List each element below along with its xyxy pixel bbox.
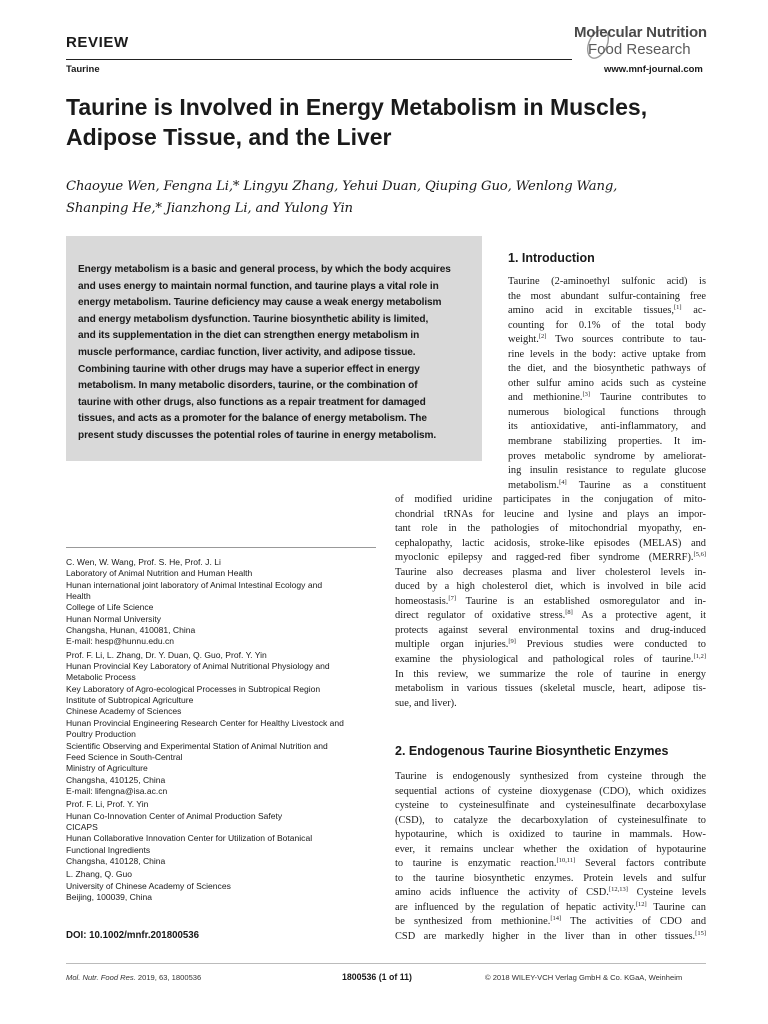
author-line: Shanping He,* Jianzhong Li, and Yulong Yin bbox=[66, 200, 353, 216]
abstract-line: and energy metabolism dysfunction. Taurine biosynthetic ability is limited, bbox=[78, 313, 429, 325]
author-line: Chaoyue Wen, Fengna Li,* Lingyu Zhang, Yehui Duan, Qiuping Guo, Wenlong Wang, bbox=[66, 179, 618, 194]
body-line: membrane stabilizing properties. It im- bbox=[508, 436, 706, 448]
affiliation-line: Metabolic Process bbox=[66, 672, 136, 683]
affiliation-group bbox=[66, 869, 381, 903]
body-line: of modified uridine participates in the conjugation of mito- bbox=[395, 494, 706, 505]
intro-paragraph-narrow bbox=[508, 275, 706, 493]
body-line: the diet, and the biosynthetic pathways of bbox=[508, 363, 706, 375]
abstract-line: taurine with other drugs, also functions as a repair treatment for damaged bbox=[78, 396, 426, 408]
body-line: ever, it remains unclear whether the oxidation of hypotaurine bbox=[395, 843, 706, 855]
section2-paragraph bbox=[395, 770, 706, 945]
footer-citation-details: 2019, 63, 1800536 bbox=[135, 973, 202, 982]
body-line: chondrial tRNAs for leucine and lysine and plays an impor- bbox=[395, 508, 706, 520]
body-line: to the taurine biosynthetic enzymes. Protein levels and sulfur bbox=[395, 872, 706, 884]
affiliation-line: Hunan international joint laboratory of Animal Intestinal Ecology and bbox=[66, 579, 323, 590]
body-line: homeostasis.[7] Taurine is an established osmoregulator and in- bbox=[395, 594, 706, 607]
body-line: rine levels in the body: active uptake from bbox=[508, 348, 706, 360]
affiliation-line: Hunan Provincial Engineering Research Center for Healthy Livestock and bbox=[66, 717, 344, 728]
affiliation-line: Scientific Observing and Experimental Station of Animal Nutrition and bbox=[66, 740, 328, 751]
affiliation-line: Laboratory of Animal Nutrition and Human Health bbox=[66, 568, 253, 579]
header-rule bbox=[66, 59, 572, 60]
body-line: hypotaurine, which is oxidized to taurine in mammals. How- bbox=[395, 829, 706, 841]
affiliation-line: Beijing, 100039, China bbox=[66, 891, 153, 902]
affiliation-line: Health bbox=[66, 591, 91, 602]
body-line: duced by a high cholesterol diet, which is involved in bile acid bbox=[395, 581, 706, 593]
abstract-line: and uses energy to maintain normal function, and taurine plays a vital role in bbox=[78, 280, 439, 292]
affiliation-line: L. Zhang, Q. Guo bbox=[66, 869, 133, 880]
abstract-line: Combining taurine with other drugs may have a superior effect in energy bbox=[78, 363, 420, 375]
affiliation-line: CICAPS bbox=[66, 821, 98, 832]
body-line: proves metabolic syndrome by ameliorat- bbox=[508, 450, 706, 462]
body-line: are influenced by the regulation of hepatic activity.[12] Taurine can bbox=[395, 900, 706, 913]
abstract-line: present study discusses the potential roles of taurine in energy metabolism. bbox=[78, 429, 437, 441]
affiliations-block bbox=[66, 557, 381, 905]
affiliation-line: C. Wen, W. Wang, Prof. S. He, Prof. J. Li bbox=[66, 557, 221, 567]
affiliation-email-link[interactable]: E-mail: lifengna@isa.ac.cn bbox=[66, 785, 168, 796]
affiliation-line: Chinese Academy of Sciences bbox=[66, 706, 182, 717]
body-line: to taurine is enzymatic reaction.[10,11] Several factors contribute bbox=[395, 857, 706, 870]
body-line: Taurine (2-aminoethyl sulfonic acid) is bbox=[508, 276, 706, 287]
doi-link[interactable]: DOI: 10.1002/mnfr.201800536 bbox=[66, 930, 200, 941]
affiliation-line: Changsha, 410125, China bbox=[66, 774, 166, 785]
body-line: ing insulin resistance to regulate glucose bbox=[508, 465, 706, 477]
body-line: protects against several environmental toxins and drug-induced bbox=[395, 624, 706, 636]
affiliation-line: Hunan Co-Innovation Center of Animal Production Safety bbox=[66, 810, 283, 821]
body-line: myoclonic epilepsy and ragged-red fiber syndrome (MERRF).[5,6] bbox=[395, 551, 706, 564]
body-line: metabolism in various tissues (skeletal muscle, heart, adipose tis- bbox=[395, 683, 706, 695]
abstract-line: muscle performance, cardiac function, liver activity, and adipose tissue. bbox=[78, 346, 416, 358]
body-line: sequential actions of cysteine dioxygenase (CDO), which oxidizes bbox=[395, 785, 706, 797]
affiliation-line: Ministry of Agriculture bbox=[66, 763, 148, 774]
affiliation-line: Feed Science in South-Central bbox=[66, 751, 183, 762]
affiliation-group bbox=[66, 650, 381, 797]
intro-paragraph-wide bbox=[395, 493, 706, 711]
affiliation-line: Hunan Normal University bbox=[66, 613, 161, 624]
abstract-line: and its supplementation in the diet can strengthen energy metabolism in bbox=[78, 330, 420, 342]
journal-url-link[interactable]: www.mnf-journal.com bbox=[604, 64, 703, 75]
body-line: sue, and liver). bbox=[395, 697, 457, 709]
abstract-box bbox=[66, 236, 482, 461]
body-line: other sulfur amino acids such as cysteine bbox=[508, 377, 706, 389]
body-line: In this review, we summarize the role of taurine in energy bbox=[395, 668, 706, 680]
body-line: amino acid in excitable tissues,[1] ac- bbox=[508, 304, 706, 317]
body-line: be synthesized from methionine.[14] The activities of CDO and bbox=[395, 915, 707, 928]
affiliation-group bbox=[66, 557, 381, 648]
article-title: Taurine is Involved in Energy Metabolism in Muscles, Adipose Tissue, and the Liver bbox=[66, 94, 648, 150]
affiliation-line: Hunan Collaborative Innovation Center for Utilization of Botanical bbox=[66, 833, 313, 844]
section-tag: Taurine bbox=[66, 64, 100, 75]
author-list bbox=[66, 176, 706, 219]
journal-logo[interactable] bbox=[574, 22, 714, 62]
affiliation-rule bbox=[66, 547, 376, 548]
affiliation-line: University of Chinese Academy of Sciences bbox=[66, 880, 231, 891]
body-line: direct regulator of oxidative stress.[8] As a protective agent, it bbox=[395, 609, 706, 622]
body-line: CSD are markedly higher in the liver than in other tissues.[15] bbox=[395, 930, 706, 943]
affiliation-line: Institute of Subtropical Agriculture bbox=[66, 695, 194, 706]
body-line: amino acids influence the activity of CSD.[12,13] Cysteine levels bbox=[395, 886, 707, 899]
body-line: multiple organ injuries.[9] Previous studies were conducted to bbox=[395, 638, 706, 651]
affiliation-line: Changsha, Hunan, 410081, China bbox=[66, 625, 196, 636]
footer-journal-abbrev: Mol. Nutr. Food Res. bbox=[66, 973, 136, 982]
body-line: the most abundant sulfur-containing free bbox=[508, 290, 706, 302]
body-line: its antioxidative, anti-inflammatory, and bbox=[508, 421, 706, 433]
abstract-line: tissues, and acts as a promoter for the balance of energy metabolism. The bbox=[78, 413, 427, 425]
review-label: REVIEW bbox=[66, 34, 129, 51]
body-line: counting for 0.1% of the total body bbox=[508, 319, 706, 331]
footer-citation bbox=[66, 973, 201, 982]
affiliation-line: Prof. F. Li, L. Zhang, Dr. Y. Duan, Q. Guo, Prof. Y. Yin bbox=[66, 649, 267, 660]
abstract-line: metabolism. In many metabolic disorders, taurine, or the combination of bbox=[78, 380, 418, 392]
journal-name-line2: Food Research bbox=[588, 41, 691, 58]
body-line: metabolism.[4] Taurine as a constituent bbox=[508, 478, 706, 491]
body-line: numerous biological functions through bbox=[508, 406, 706, 418]
affiliation-line: Changsha, 410128, China bbox=[66, 855, 166, 866]
body-line: tant role in the pathologies of mitochondrial myopathy, en- bbox=[395, 523, 706, 535]
body-line: cysteine to cysteinesulfinate and cysteinesulfinate decarboxylase bbox=[395, 800, 706, 812]
footer-rule bbox=[66, 963, 706, 964]
affiliation-line: Poultry Production bbox=[66, 729, 136, 740]
body-line: and methionine.[3] Taurine contributes to bbox=[508, 391, 706, 404]
body-line: Taurine is endogenously synthesized from cysteine through the bbox=[395, 771, 706, 782]
section-heading-introduction: 1. Introduction bbox=[508, 251, 595, 265]
body-line: weight.[2] Two sources contribute to tau- bbox=[508, 333, 706, 346]
affiliation-line: Prof. F. Li, Prof. Y. Yin bbox=[66, 799, 149, 810]
affiliation-group bbox=[66, 799, 381, 867]
affiliation-line: Functional Ingredients bbox=[66, 844, 151, 855]
affiliation-line: Hunan Provincial Key Laboratory of Animal Nutritional Physiology and bbox=[66, 661, 330, 672]
affiliation-email-link[interactable]: E-mail: hesp@hunnu.edu.cn bbox=[66, 636, 174, 647]
page-number: 1800536 (1 of 11) bbox=[342, 972, 412, 982]
body-line: examine the physiological and pathological roles of taurine.[1,2] bbox=[395, 653, 706, 666]
body-line: Taurine also decreases plasma and liver cholesterol levels in- bbox=[395, 566, 706, 578]
abstract-line: energy metabolism. Taurine deficiency may cause a weak energy metabolism bbox=[78, 297, 442, 309]
body-line: (CSD), to catalyze the decarboxylation of cysteinesulfinate to bbox=[395, 814, 706, 826]
journal-name-line1: Molecular Nutrition bbox=[574, 24, 707, 41]
affiliation-line: College of Life Science bbox=[66, 602, 154, 613]
section-heading-biosynthetic-enzymes: 2. Endogenous Taurine Biosynthetic Enzymes bbox=[395, 744, 669, 758]
footer-copyright: © 2018 WILEY-VCH Verlag GmbH & Co. KGaA, Weinheim bbox=[485, 973, 683, 982]
affiliation-line: Key Laboratory of Agro-ecological Processes in Subtropical Region bbox=[66, 683, 321, 694]
body-line: cephalopathy, lactic acidosis, stroke-like episodes (MELAS) and bbox=[395, 537, 706, 549]
abstract-line: Energy metabolism is a basic and general process, by which the body acquires bbox=[78, 264, 451, 275]
